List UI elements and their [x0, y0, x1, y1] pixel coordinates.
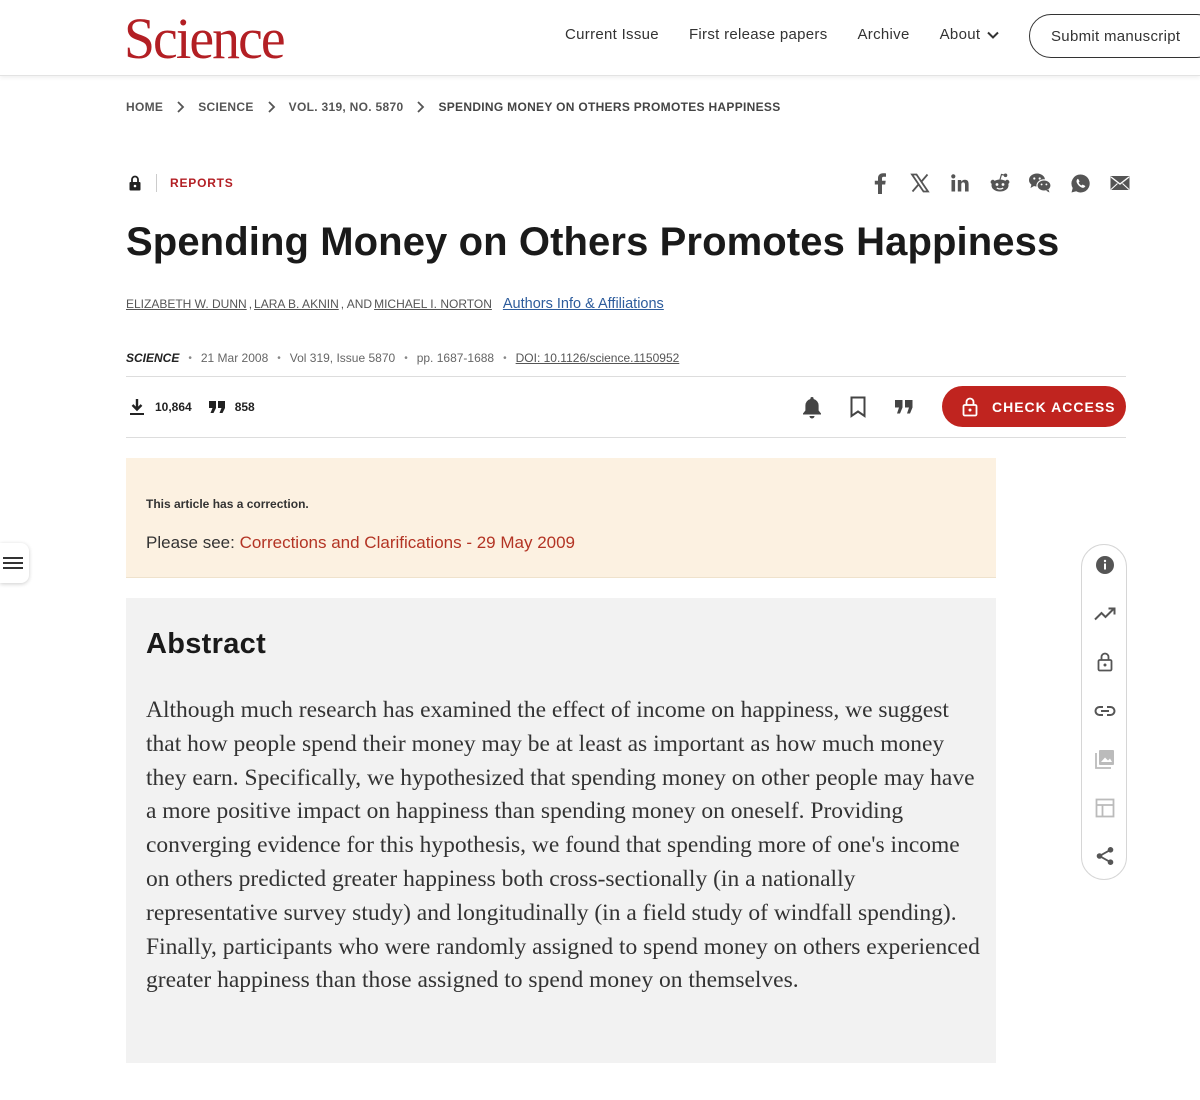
author-list: [126, 296, 664, 312]
chevron-down-icon: [986, 28, 1000, 42]
breadcrumb-current: SPENDING MONEY ON OTHERS PROMOTES HAPPINESS: [438, 100, 781, 114]
linkedin-icon[interactable]: [940, 170, 980, 196]
download-count: 10,864: [155, 400, 192, 414]
info-icon[interactable]: [1094, 554, 1116, 576]
correction-heading: This article has a correction.: [146, 497, 309, 511]
download-icon: [128, 398, 146, 416]
author-separator: , AND: [340, 297, 373, 311]
meta-dot: •: [503, 352, 507, 364]
author-link[interactable]: MICHAEL I. NORTON: [374, 297, 492, 311]
share-icon[interactable]: [1094, 845, 1116, 867]
volume-issue: Vol 319, Issue 5870: [289, 351, 396, 365]
breadcrumb-home[interactable]: HOME: [126, 100, 164, 114]
cite-icon[interactable]: [889, 392, 919, 422]
link-icon[interactable]: [1094, 700, 1116, 722]
breadcrumb-science[interactable]: SCIENCE: [198, 100, 254, 114]
table-of-contents-toggle[interactable]: [0, 543, 29, 583]
nav-about[interactable]: [940, 26, 1001, 43]
correction-please-see: Please see:: [146, 533, 235, 552]
wechat-icon[interactable]: [1020, 170, 1060, 196]
unlock-icon: [962, 397, 978, 417]
abstract-section: [126, 598, 996, 1063]
nav-about-label: About: [939, 26, 981, 43]
journal-name[interactable]: SCIENCE: [126, 351, 180, 365]
x-twitter-icon[interactable]: [900, 170, 940, 196]
lock-icon: [128, 175, 142, 191]
authors-affiliations-link[interactable]: Authors Info & Affiliations: [502, 296, 664, 312]
nav-archive[interactable]: Archive: [857, 26, 910, 43]
chevron-right-icon: [176, 101, 185, 113]
site-header: [0, 0, 1200, 76]
divider: [156, 174, 157, 192]
bell-icon[interactable]: [797, 392, 827, 422]
tables-icon[interactable]: [1094, 797, 1116, 819]
access-lock-icon[interactable]: [1094, 651, 1116, 673]
article-metrics: [128, 398, 255, 416]
main-nav: [565, 26, 1000, 43]
article-section[interactable]: REPORTS: [170, 176, 234, 190]
share-bar: [860, 170, 1140, 196]
meta-dot: •: [404, 352, 408, 364]
author-link[interactable]: ELIZABETH W. DUNN: [126, 297, 247, 311]
nav-current-issue[interactable]: Current Issue: [565, 26, 659, 43]
bookmark-icon[interactable]: [843, 392, 873, 422]
check-access-label: CHECK ACCESS: [992, 398, 1116, 415]
correction-link[interactable]: Corrections and Clarifications - 29 May 2009: [239, 533, 576, 552]
doi-link[interactable]: DOI: 10.1126/science.1150952: [515, 351, 680, 365]
chevron-right-icon: [416, 101, 425, 113]
citation-count: 858: [234, 400, 255, 414]
breadcrumb: [126, 100, 781, 114]
chevron-right-icon: [267, 101, 276, 113]
article-title: Spending Money on Others Promotes Happiness: [126, 220, 1060, 264]
pub-date: 21 Mar 2008: [200, 351, 269, 365]
divider: [126, 376, 1126, 377]
pages: pp. 1687-1688: [416, 351, 495, 365]
citation-icon: [208, 398, 226, 416]
submit-manuscript-button[interactable]: Submit manuscript: [1029, 14, 1200, 58]
metrics-icon[interactable]: [1094, 603, 1116, 625]
article-tools: [797, 392, 919, 422]
publication-meta: [126, 351, 679, 365]
reddit-icon[interactable]: [980, 170, 1020, 196]
meta-dot: •: [277, 352, 281, 364]
author-link[interactable]: LARA B. AKNIN: [254, 297, 339, 311]
article-side-rail: [1081, 544, 1127, 880]
email-icon[interactable]: [1100, 170, 1140, 196]
check-access-button[interactable]: [942, 386, 1126, 427]
whatsapp-icon[interactable]: [1060, 170, 1100, 196]
science-logo[interactable]: Science: [124, 6, 284, 71]
breadcrumb-volume[interactable]: VOL. 319, NO. 5870: [288, 100, 404, 114]
meta-dot: •: [188, 352, 192, 364]
correction-notice: [126, 458, 996, 578]
correction-text: [146, 533, 575, 553]
menu-list-icon: [3, 556, 23, 570]
figures-icon[interactable]: [1094, 748, 1116, 770]
divider: [126, 437, 1126, 438]
abstract-heading: Abstract: [146, 628, 267, 660]
author-separator: ,: [248, 297, 253, 311]
nav-first-release[interactable]: First release papers: [688, 26, 828, 43]
facebook-icon[interactable]: [860, 170, 900, 196]
abstract-text: Although much research has examined the effect of income on happiness, we suggest that how people spend their money may be at least as important as how much money they earn. Specifically, we hypothesized that spending money on other people may have a more positive impact on happiness than spending money on oneself. Providing converging evidence for this hypothesis, we found that spending more of one's income on others predicted greater happiness both cross-sectionally (in a nationally representative survey study) and longitudinally (in a field study of windfall spending). Finally, participants who were randomly assigned to spend money on others experienced greater happiness than those assigned to spend money on themselves.: [146, 697, 980, 994]
